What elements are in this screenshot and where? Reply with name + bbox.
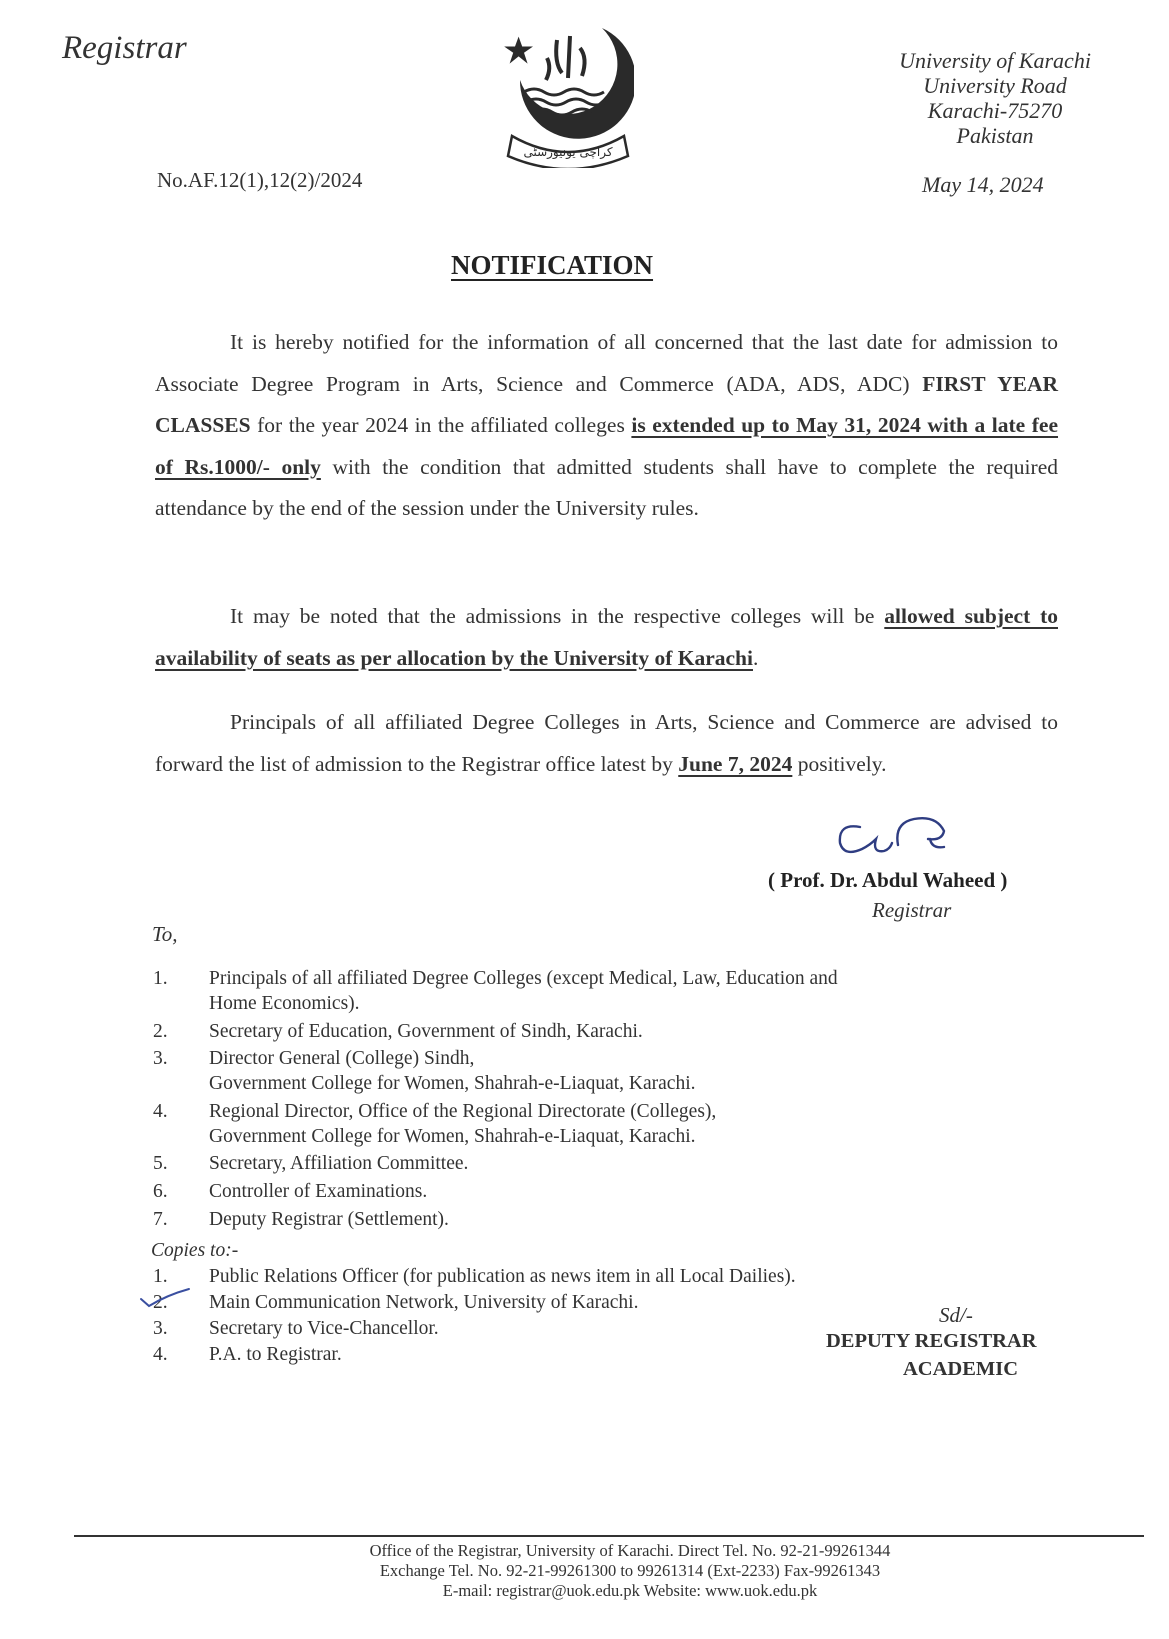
seal-motto: کراچی یونیورسٹی bbox=[523, 145, 613, 159]
office-title: Registrar bbox=[62, 30, 187, 66]
deputy-registrar-title: DEPUTY REGISTRAR bbox=[826, 1330, 1037, 1352]
address-line: University Road bbox=[923, 73, 1067, 98]
list-item: 2. Main Communication Network, University of Karachi. bbox=[153, 1292, 639, 1313]
para3-emphasis: June 7, 2024 bbox=[678, 751, 793, 776]
para3-text: positively. bbox=[792, 751, 887, 776]
para1-text: It is hereby notified for the information of all concerned that the last date for admission to Associate Degree Program in Arts, Science and Commerce (ADA, ADS, ADC) bbox=[155, 330, 1058, 396]
deputy-registrar-dept: ACADEMIC bbox=[903, 1358, 1019, 1380]
document-heading: NOTIFICATION bbox=[451, 250, 654, 280]
to-label: To, bbox=[152, 922, 178, 946]
signatory-name: ( Prof. Dr. Abdul Waheed ) bbox=[768, 868, 1008, 892]
footer-line: Exchange Tel. No. 92-21-99261300 to 99261314 (Ext-2233) Fax-99261343 bbox=[379, 1561, 881, 1580]
list-item: 6. Controller of Examinations. bbox=[153, 1180, 428, 1202]
para1-bold: FIRST YEAR CLASSES bbox=[155, 371, 1059, 437]
pen-checkmark-icon bbox=[137, 1287, 197, 1309]
footer-line: Office of the Registrar, University of Karachi. Direct Tel. No. 92-21-99261344 bbox=[369, 1541, 891, 1560]
copies-label: Copies to:- bbox=[151, 1240, 239, 1261]
paragraph-seats bbox=[155, 596, 1058, 679]
para2-text: . bbox=[753, 645, 759, 670]
notification-date: May 14, 2024 bbox=[922, 172, 1044, 197]
list-item: 2. Secretary of Education, Government of Sindh, Karachi. bbox=[153, 1020, 643, 1042]
list-item: 7. Deputy Registrar (Settlement). bbox=[153, 1208, 449, 1230]
handwritten-signature bbox=[832, 805, 967, 865]
list-item: 1. Principals of all affiliated Degree Colleges (except Medical, Law, Education and Home Economics). bbox=[153, 968, 838, 1014]
para2-text: It may be noted that the admissions in the respective colleges will be bbox=[230, 604, 885, 628]
paragraph-principals bbox=[155, 702, 1058, 785]
footer-contact bbox=[180, 1541, 1080, 1601]
list-item: 4. P.A. to Registrar. bbox=[153, 1344, 342, 1365]
para1-text: with the condition that admitted students shall have to complete the required attendance by the end of the session under the University rules. bbox=[155, 454, 1058, 520]
para2-emphasis: allowed subject to availability of seats as per allocation by the University of Karachi bbox=[155, 604, 1058, 670]
address-line: Pakistan bbox=[956, 123, 1034, 148]
address-line: Karachi-75270 bbox=[927, 98, 1063, 123]
address-line: University of Karachi bbox=[899, 48, 1091, 73]
university-address bbox=[880, 48, 1110, 148]
para1-emphasis: is extended up to May 31, 2024 with a late fee of Rs.1000/- only bbox=[155, 413, 1059, 479]
list-item: 3. Director General (College) Sindh, Government College for Women, Shahrah-e-Liaquat, Karachi. bbox=[153, 1048, 696, 1095]
signatory-title: Registrar bbox=[872, 898, 952, 922]
list-item: 3. Secretary to Vice-Chancellor. bbox=[153, 1318, 439, 1339]
para3-text: Principals of all affiliated Degree Colleges in Arts, Science and Commerce are advised to forward the list of admission to the Registrar office latest by bbox=[155, 710, 1058, 776]
reference-number: No.AF.12(1),12(2)/2024 bbox=[157, 168, 363, 192]
paragraph-extension bbox=[155, 322, 1058, 530]
list-item: 4. Regional Director, Office of the Regional Directorate (Colleges), Government College for Women, Shahrah-e-Liaquat, Karachi. bbox=[153, 1100, 717, 1147]
footer-line: E-mail: registrar@uok.edu.pk Website: www.uok.edu.pk bbox=[442, 1581, 818, 1600]
para1-text: for the year 2024 in the affiliated colleges bbox=[250, 413, 632, 437]
list-item: 1. Public Relations Officer (for publication as news item in all Local Dailies). bbox=[153, 1266, 796, 1287]
footer-divider bbox=[74, 1535, 1144, 1537]
sd-mark: Sd/- bbox=[939, 1303, 973, 1327]
recipients-list bbox=[153, 966, 1003, 1234]
list-item: 5. Secretary, Affiliation Committee. bbox=[153, 1153, 469, 1175]
university-seal-logo bbox=[502, 18, 634, 168]
